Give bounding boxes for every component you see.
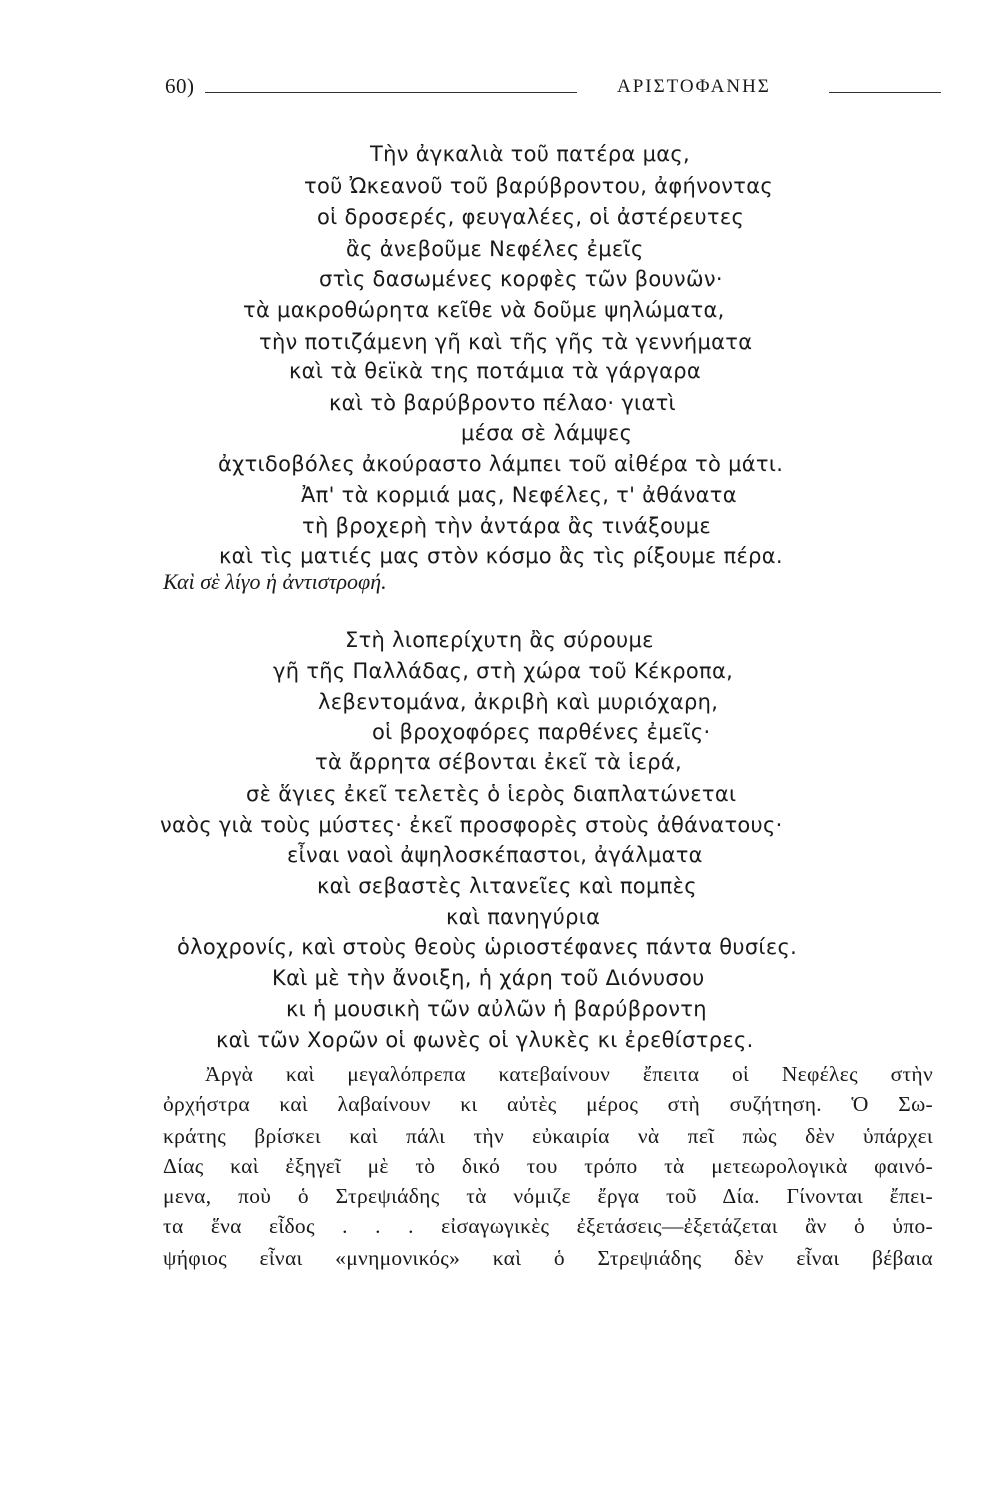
verse-line: οἱ βροχοφόρες παρθένες ἐμεῖς· <box>372 720 711 744</box>
verse-line: κι ἡ μουσικὴ τῶν αὐλῶν ἡ βαρύβροντη <box>286 997 707 1021</box>
prose-line: Ἀργὰ καὶ μεγαλόπρεπα κατεβαίνουν ἔπειτα οἱ Νεφέλες στὴν <box>205 1062 933 1086</box>
verse-line: καὶ τῶν Χορῶν οἱ φωνὲς οἱ γλυκὲς κι ἐρεθίστρες. <box>216 1028 754 1052</box>
prose-line: κράτης βρίσκει καὶ πάλι τὴν εὐκαιρία νὰ πεῖ πὼς δὲν ὑπάρχει <box>163 1124 933 1148</box>
running-title: ΑΡΙΣΤΟΦΑΝΗΣ <box>617 76 771 97</box>
verse-line: σὲ ἅγιες ἐκεῖ τελετὲς ὁ ἱερὸς διαπλατώνεται <box>246 782 737 806</box>
verse-line: οἱ δροσερές, φευγαλέες, οἱ ἀστέρευτες <box>317 205 745 229</box>
verse-line: Καὶ μὲ τὴν ἄνοιξη, ἡ χάρη τοῦ Διόνυσου <box>272 966 705 990</box>
verse-line: καὶ τὸ βαρύβροντο πέλαο· γιατὶ <box>329 391 676 415</box>
verse-line: καὶ τὰ θεϊκὰ της ποτάμια τὰ γάργαρα <box>289 359 701 383</box>
running-header <box>165 72 940 100</box>
verse-line: τὴ βροχερὴ τὴν ἀντάρα ἂς τινάξουμε <box>302 514 712 538</box>
verse-line: μέσα σὲ λάμψες <box>461 421 633 445</box>
verse-line: λεβεντομάνα, ἀκριβὴ καὶ μυριόχαρη, <box>318 690 719 714</box>
verse-line: ἀχτιδοβόλες ἀκούραστο λάμπει τοῦ αἰθέρα τὸ μάτι. <box>218 452 784 476</box>
verse-line: γῆ τῆς Παλλάδας, στὴ χώρα τοῦ Κέκροπα, <box>273 659 734 683</box>
verse-line: ναὸς γιὰ τοὺς μύστες· ἐκεῖ προσφορὲς στοὺς ἀθάνατους· <box>160 813 783 837</box>
stage-direction: Καὶ σὲ λίγο ἡ ἀντιστροφή. <box>163 569 387 594</box>
prose-line: ψήφιος εἶναι «μνημονικός» καὶ ὁ Στρεψιάδης δὲν εἶναι βέβαια <box>163 1246 933 1270</box>
verse-line: καὶ τὶς ματιές μας στὸν κόσμο ἂς τὶς ρίξουμε πέρα. <box>219 544 783 568</box>
verse-line: τὰ ἄρρητα σέβονται ἐκεῖ τὰ ἱερά, <box>315 750 682 774</box>
verse-line: καὶ σεβαστὲς λιτανεῖες καὶ πομπὲς <box>317 874 697 898</box>
verse-line: τοῦ Ὠκεανοῦ τοῦ βαρύβροντου, ἀφήνοντας <box>304 174 774 198</box>
verse-line: ἂς ἀνεβοῦμε Νεφέλες ἐμεῖς <box>346 237 644 261</box>
header-rule-left <box>205 92 577 93</box>
verse-line: τὰ μακροθώρητα κεῖθε νὰ δοῦμε ψηλώματα, <box>243 298 725 322</box>
header-rule-right <box>829 92 941 93</box>
verse-line: καὶ πανηγύρια <box>446 905 601 929</box>
verse-line: εἶναι ναοὶ ἀψηλοσκέπαστοι, ἀγάλματα <box>287 843 703 867</box>
verse-line: ὁλοχρονίς, καὶ στοὺς θεοὺς ὡριοστέφανες πάντα θυσίες. <box>177 935 798 959</box>
page-number: 60) <box>165 74 195 98</box>
verse-line: Ἀπ' τὰ κορμιά μας, Νεφέλες, τ' ἀθάνατα <box>301 483 737 507</box>
prose-line: μενα, ποὺ ὁ Στρεψιάδης τὰ νόμιζε ἔργα τοῦ Δία. Γίνονται ἔπει- <box>163 1184 933 1208</box>
prose-line: τα ἕνα εἶδος . . . εἰσαγωγικὲς ἐξετάσεις—ἐξετάζεται ἂν ὁ ὑπο- <box>163 1214 933 1238</box>
verse-line: τὴν ποτιζάμενη γῆ καὶ τῆς γῆς τὰ γεννήματα <box>259 330 753 354</box>
verse-line: Τὴν ἀγκαλιὰ τοῦ πατέρα μας, <box>370 142 691 166</box>
prose-line: ὀρχήστρα καὶ λαβαίνουν κι αὐτὲς μέρος στὴ συζήτηση. Ὁ Σω- <box>163 1092 933 1116</box>
verse-line: στὶς δασωμένες κορφὲς τῶν βουνῶν· <box>319 267 723 291</box>
prose-line: Δίας καὶ ἐξηγεῖ μὲ τὸ δικό του τρόπο τὰ μετεωρολογικὰ φαινό- <box>163 1154 933 1178</box>
verse-line: Στὴ λιοπερίχυτη ἂς σύρουμε <box>345 628 654 652</box>
